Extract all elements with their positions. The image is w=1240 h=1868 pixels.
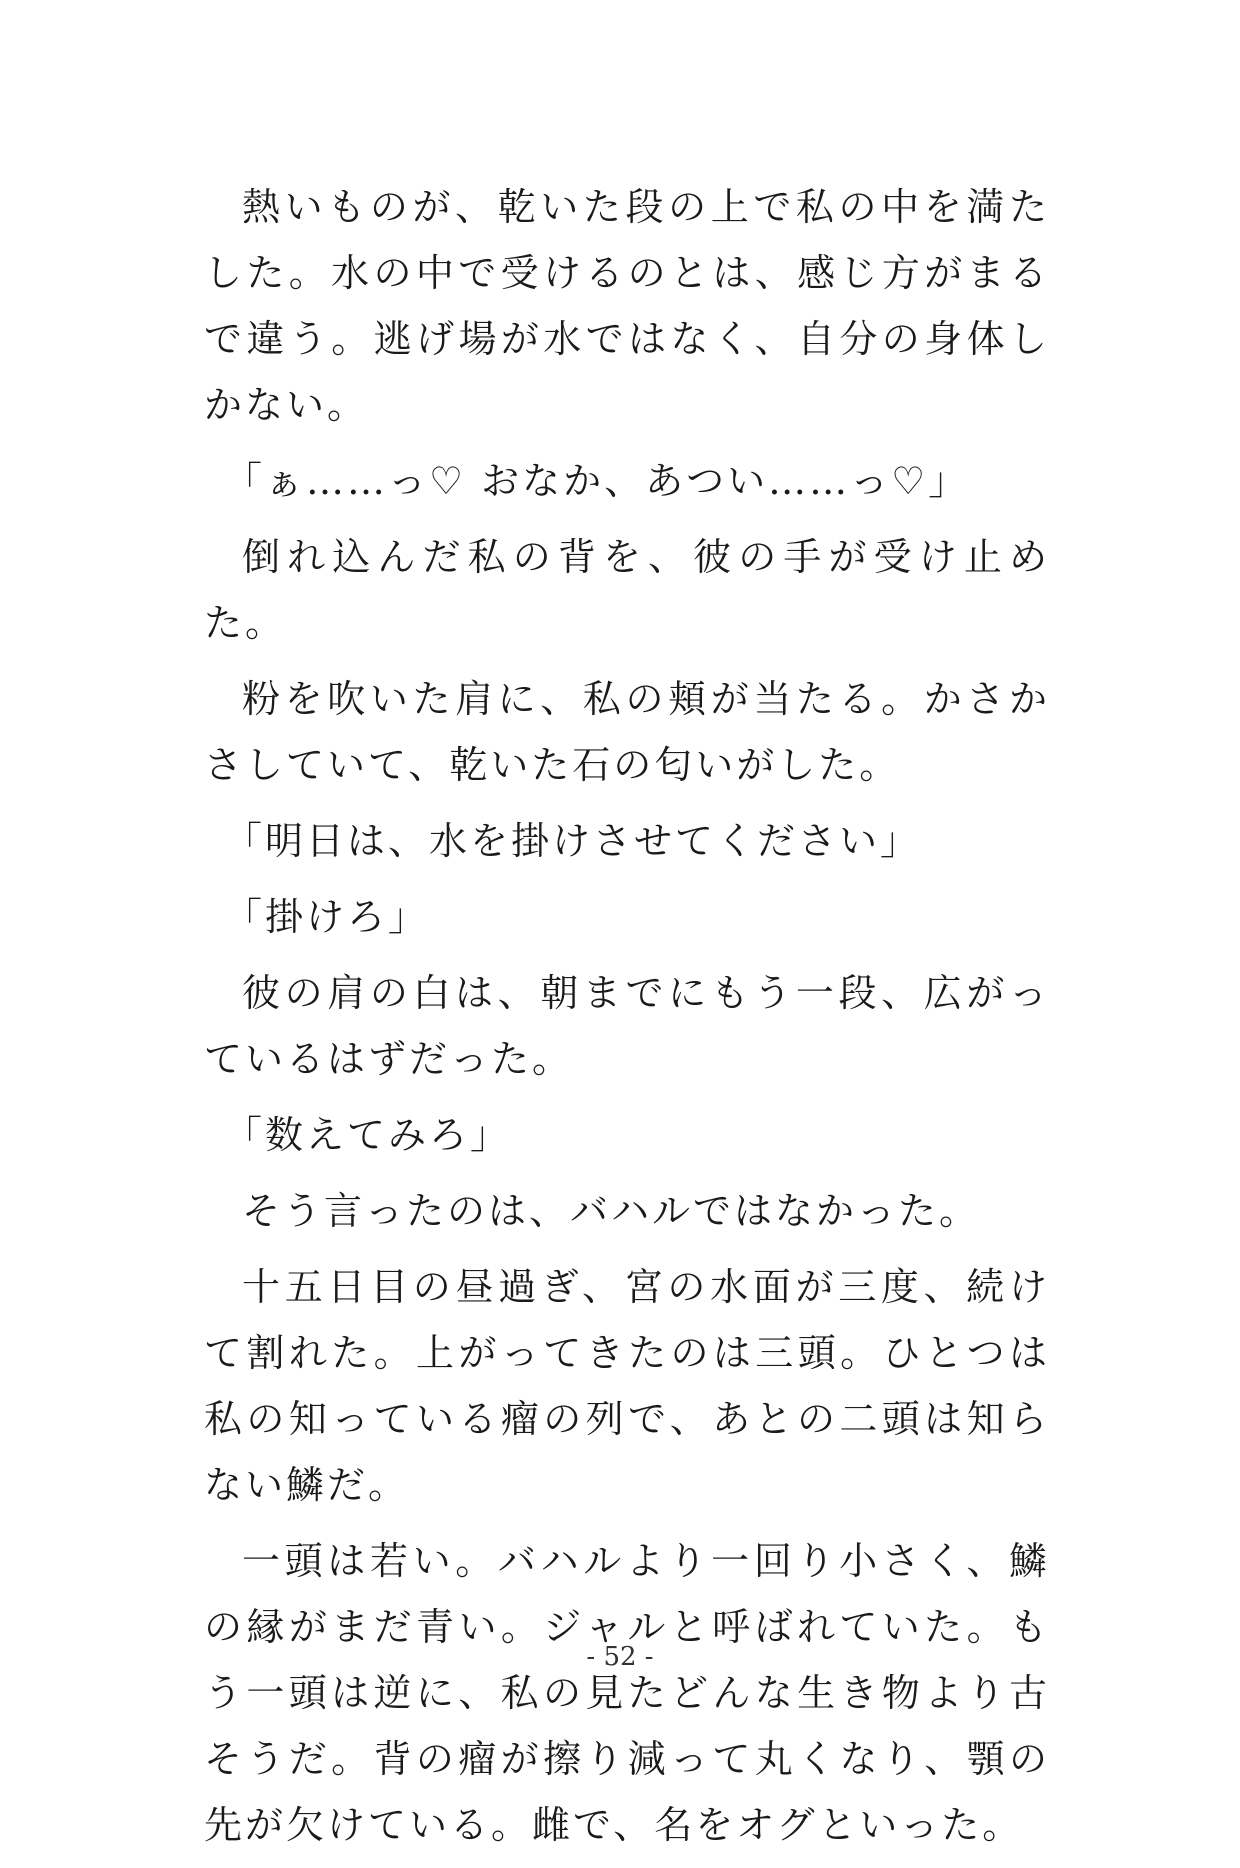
paragraph: そう言ったのは、バハルではなかった。 — [242, 1189, 981, 1233]
dialogue-line: 「ぁ……っ♡ おなか、あつい……っ♡」 — [224, 459, 970, 503]
paragraph: 彼の肩の白は、朝までにもう一段、広がっているはずだった。 — [204, 971, 1050, 1081]
body-text — [204, 174, 1050, 1868]
paragraph: 一頭は若い。バハルより一回り小さく、鱗の縁がまだ青い。ジャルと呼ばれていた。もう一頭は逆に、私の見たどんな生き物より古そうだ。背の瘤が擦り減って丸くなり、顎の先が欠けている。雌で、名をオグといった。 — [204, 1539, 1050, 1847]
dialogue-line: 「明日は、水を掛けさせてください」 — [224, 819, 922, 863]
dialogue-line: 「掛けろ」 — [224, 895, 430, 939]
page-number: - 52 - — [586, 1642, 654, 1672]
paragraph: 倒れ込んだ私の背を、彼の手が受け止めた。 — [204, 535, 1050, 645]
paragraph: 熱いものが、乾いた段の上で私の中を満たした。水の中で受けるのとは、感じ方がまるで違う。逃げ場が水ではなく、自分の身体しかない。 — [204, 185, 1050, 427]
paragraph: 十五日目の昼過ぎ、宮の水面が三度、続けて割れた。上がってきたのは三頭。ひとつは私の知っている瘤の列で、あとの二頭は知らない鱗だ。 — [204, 1265, 1050, 1507]
dialogue-line: 「数えてみろ」 — [224, 1113, 512, 1157]
paragraph: 粉を吹いた肩に、私の頬が当たる。かさかさしていて、乾いた石の匂いがした。 — [204, 677, 1050, 787]
